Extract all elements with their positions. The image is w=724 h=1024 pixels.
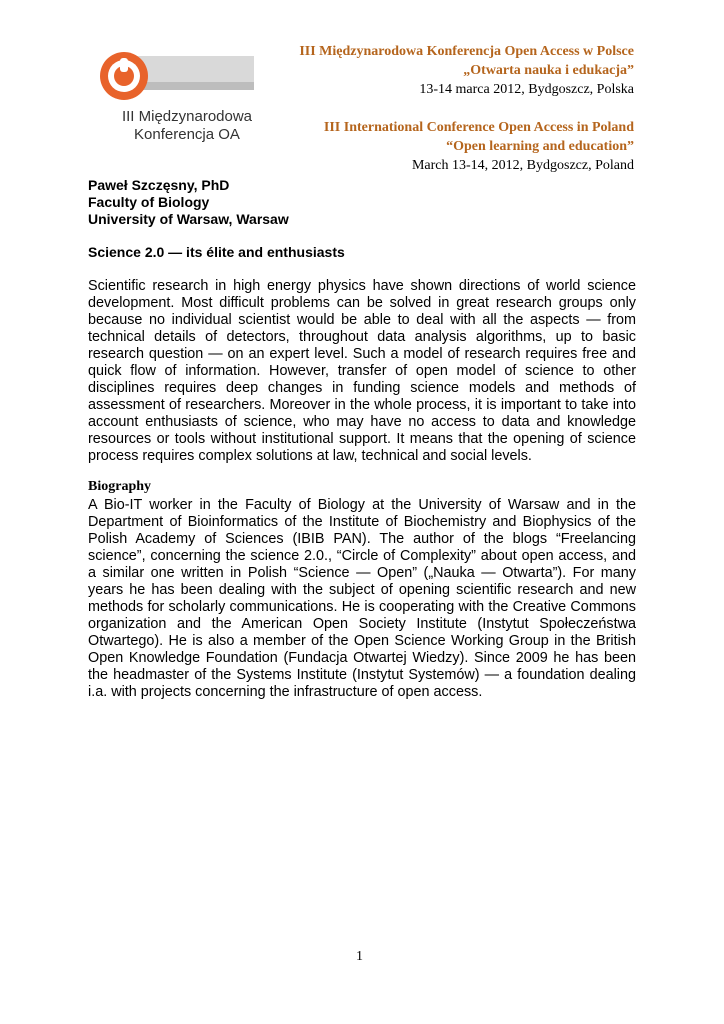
conference-header bbox=[274, 42, 634, 175]
conference-title-en: III International Conference Open Access in Poland bbox=[323, 120, 634, 135]
author-name: Paweł Szczęsny, PhD bbox=[88, 177, 230, 193]
open-access-logo-graphic bbox=[94, 50, 272, 110]
biography-paragraph: A Bio-IT worker in the Faculty of Biology at the University of Warsaw and in the Department of Bioinformatics of the Institute of Biochemistry and Biophysics of the Polish Academy of Sciences (IBIB PAN). The author of the blogs “Freelancing science”, concerning the science 2.0., “Circle of Complexity” about open access, and a similar one written in Polish “Science — Open” („Nauka — Otwarta”). For many years he has been dealing with the subject of opening scientific research and new methods for scholarly communications. He is cooperating with the Creative Commons organization and the American Open Society Institute (Instytut Społeczeństwa Otwartego). He is also a member of the Open Science Working Group in the British Open Knowledge Foundation (Fundacja Otwartej Wiedzy). Since 2009 he has been the headmaster of the Systems Institute (Instytut Systemów) — a foundation dealing i.a. with projects concerning the infrastructure of open access. bbox=[88, 497, 636, 700]
author-university: University of Warsaw, Warsaw bbox=[88, 211, 289, 227]
logo-line-2: Konferencja OA bbox=[134, 126, 240, 143]
conference-date-pl: 13-14 marca 2012, Bydgoszcz, Polska bbox=[419, 82, 634, 97]
abstract-paragraph: Scientific research in high energy physics have shown directions of world science development. Most difficult problems can be solved in great research groups only because no individual scientist would be able to deal with all the aspects — from technical details of detectors, throughout data analysis algorithms, up to basic research question — on an expert level. Such a model of research requires free and quick flow of information. However, transfer of open model of science to other disciplines requires deep changes in funding science models and methods of assessment of researchers. Moreover in the whole process, it is important to take into account enthusiasts of science, who may have no access to data and knowledge resources or tools without institutional support. It means that the opening of science process requires complex solutions at law, technical and social levels. bbox=[88, 278, 636, 464]
conference-date-en: March 13-14, 2012, Bydgoszcz, Poland bbox=[411, 158, 634, 173]
paper-title: Science 2.0 — its élite and enthusiasts bbox=[88, 244, 345, 260]
conference-subtitle-en: “Open learning and education” bbox=[446, 139, 634, 154]
conference-subtitle-pl: „Otwarta nauka i edukacja” bbox=[463, 63, 634, 78]
page-number: 1 bbox=[356, 949, 363, 964]
conference-title-pl: III Międzynarodowa Konferencja Open Access w Polsce bbox=[299, 44, 634, 59]
author-faculty: Faculty of Biology bbox=[88, 194, 210, 210]
logo-line-1: III Międzynarodowa bbox=[121, 108, 253, 125]
author-block bbox=[88, 177, 289, 228]
biography-heading: Biography bbox=[88, 479, 152, 494]
logo-caption bbox=[82, 108, 292, 144]
